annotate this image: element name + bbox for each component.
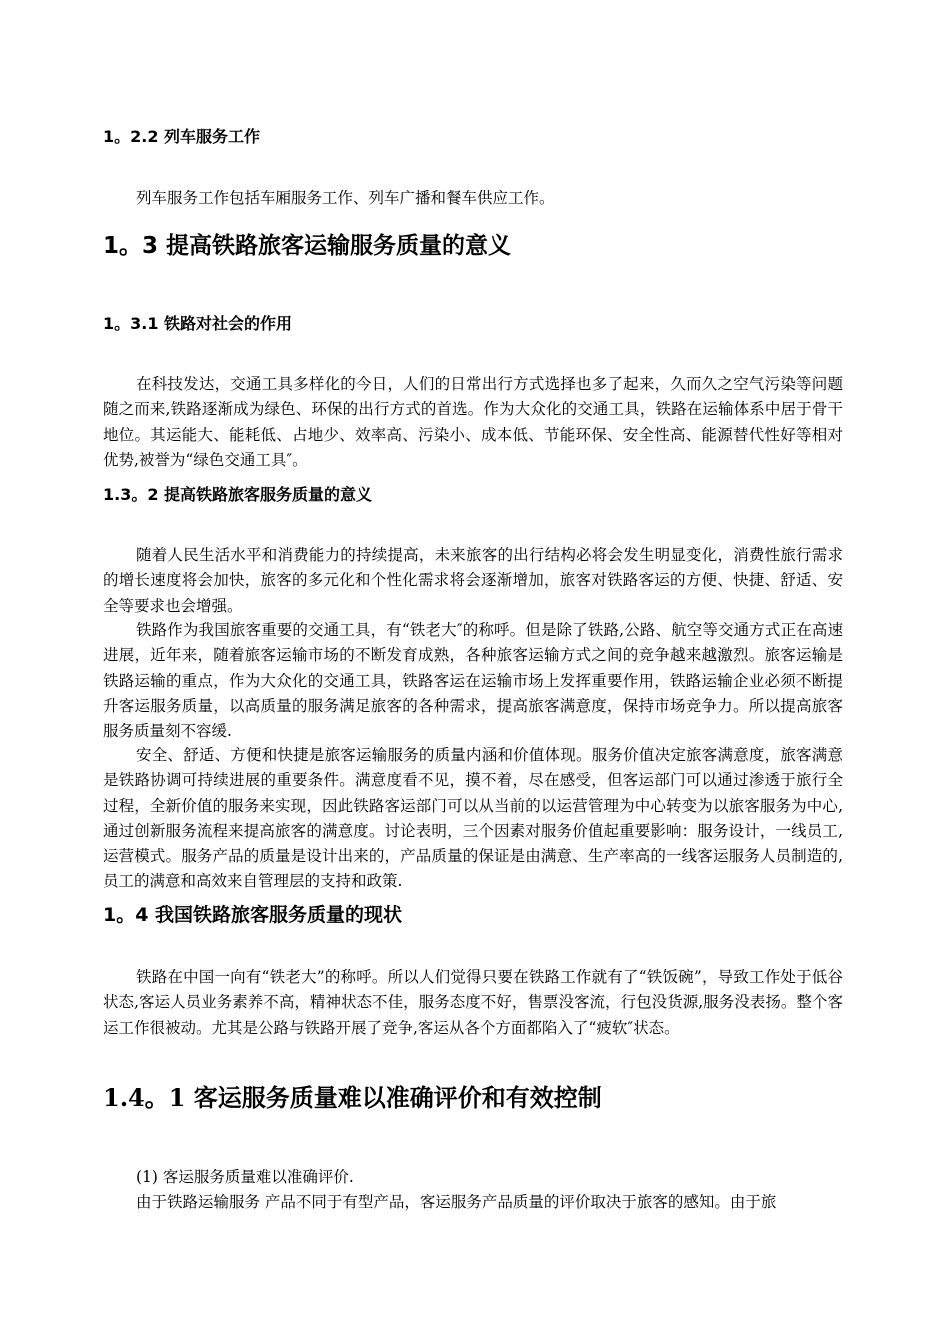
heading-1-4: 1。4 我国铁路旅客服务质量的现状 bbox=[103, 904, 403, 926]
paragraph-service-value: 安全、舒适、方便和快捷是旅客运输服务的质量内涵和价值体现。服务价值决定旅客满意度，旅客满意是铁路协调可持续进展的重要条件。满意度看不见，摸不着，尽在感受，但客运部门可以通过渗透于旅行全过程，全新价值的服务来实现，因此铁路客运部门可以从当前的以运营管理为中心转变为以旅客服务为中心,通过创新服务流程来提高旅客的满意度。讨论表明，三个因素对服务价值起重要影响：服务设计，一线员工,运营模式。服务产品的质量是设计出来的，产品质量的保证是由满意、生产率高的一线客运服务人员制造的,员工的满意和高效来自管理层的支持和政策. bbox=[103, 746, 843, 891]
paragraph-train-service: 列车服务工作包括车厢服务工作、列车广播和餐车供应工作。 bbox=[136, 189, 555, 207]
heading-1-4-1: 1.4。1 客运服务质量难以准确评价和有效控制 bbox=[103, 1083, 602, 1112]
heading-1-3-1: 1。3.1 铁路对社会的作用 bbox=[103, 314, 293, 333]
heading-1-3-2: 1.3。2 提高铁路旅客服务质量的意义 bbox=[103, 485, 373, 504]
list-item-1: (1) 客运服务质量难以准确评价. bbox=[136, 1168, 354, 1186]
paragraph-demand-growth: 随着人民生活水平和消费能力的持续提高，未来旅客的出行结构必将会发生明显变化，消费性旅行需求的增长速度将会加快，旅客的多元化和个性化需求将会逐渐增加，旅客对铁路客运的方便、快捷、舒适、安全等要求也会增强。 bbox=[103, 546, 843, 615]
heading-1-2-2: 1。2.2 列车服务工作 bbox=[103, 127, 261, 146]
paragraph-evaluation: 由于铁路运输服务 产品不同于有型产品，客运服务产品质量的评价取决于旅客的感知。由于旅 bbox=[136, 1193, 777, 1211]
heading-1-3: 1。3 提高铁路旅客运输服务质量的意义 bbox=[103, 233, 512, 259]
paragraph-railway-role: 在科技发达，交通工具多样化的今日，人们的日常出行方式选择也多了起来，久而久之空气污染等问题随之而来,铁路逐渐成为绿色、环保的出行方式的首选。作为大众化的交通工具，铁路在运输体系中居于骨干地位。其运能大、能耗低、占地少、效率高、污染小、成本低、节能环保、安全性高、能源替代性好等相对优势,被誉为“绿色交通工具″。 bbox=[103, 375, 843, 469]
paragraph-competition: 铁路作为我国旅客重要的交通工具，有“铁老大″的称呼。但是除了铁路,公路、航空等交通方式正在高速进展，近年来，随着旅客运输市场的不断发育成熟，各种旅客运输方式之间的竞争越来越激烈。旅客运输是铁路运输的重点，作为大众化的交通工具，铁路客运在运输市场上发挥重要作用，铁路运输企业必须不断提升客运服务质量，以高质量的服务满足旅客的各种需求，提高旅客满意度，保持市场竞争力。所以提高旅客服务质量刻不容缓. bbox=[103, 621, 843, 741]
paragraph-current-status: 铁路在中国一向有“铁老大”的称呼。所以人们觉得只要在铁路工作就有了“铁饭碗”，导致工作处于低谷状态,客运人员业务素养不高，精神状态不佳，服务态度不好，售票没客流，行包没货源,服务没表扬。整个客运工作很被动。尤其是公路与铁路开展了竞争,客运从各个方面都陷入了“疲软″状态。 bbox=[103, 968, 843, 1037]
